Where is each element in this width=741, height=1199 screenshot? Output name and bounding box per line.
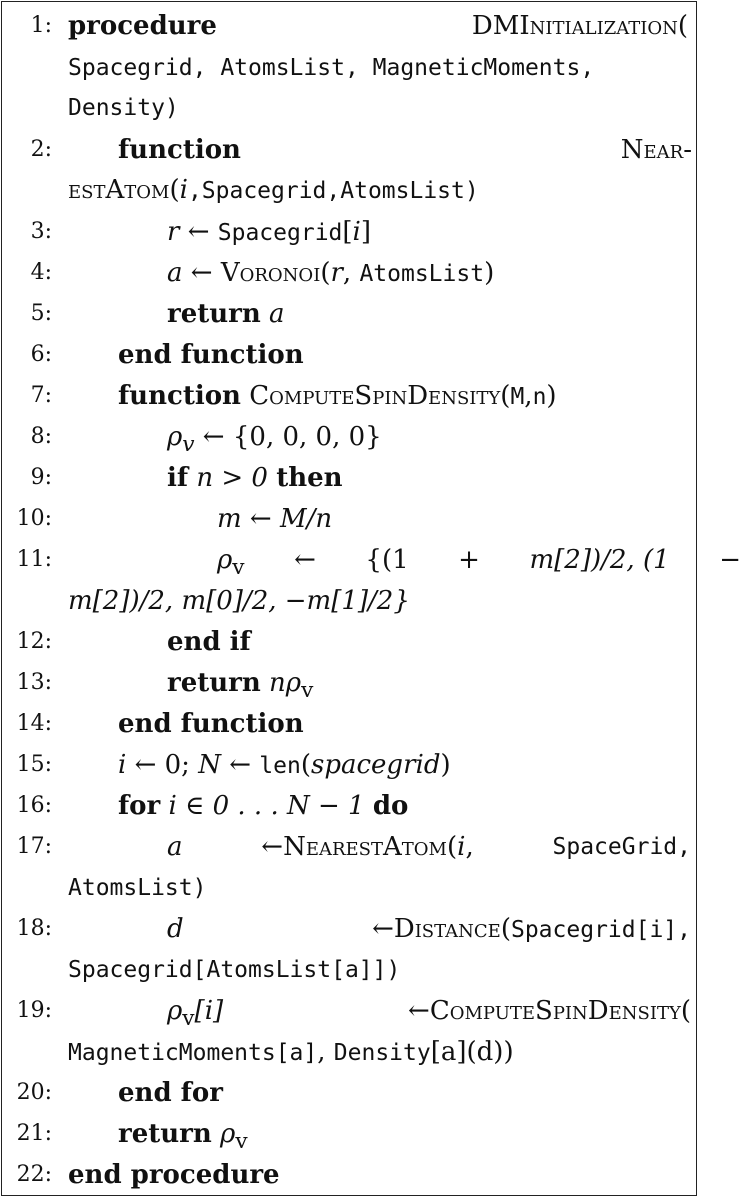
paren: )	[484, 258, 495, 288]
paren: )	[546, 381, 557, 411]
subscript: v	[235, 1129, 248, 1155]
algorithm-line-1-cont	[2, 48, 692, 88]
math-text: {(1	[365, 545, 409, 575]
code-text: SpaceGrid,	[552, 834, 691, 860]
code-text: Density)	[68, 95, 179, 121]
line-number: 18:	[16, 916, 52, 941]
algorithm-line-18	[2, 909, 692, 949]
line-number: 13:	[16, 670, 52, 695]
algorithm-line-2-cont	[2, 170, 692, 210]
algorithm-line-1	[2, 6, 692, 46]
paren: (	[320, 258, 331, 288]
line-number: 20:	[16, 1080, 52, 1105]
comma: ,	[342, 258, 360, 288]
line-number: 7:	[30, 383, 52, 408]
variable: a	[167, 258, 183, 288]
code-text: Density	[333, 1040, 431, 1066]
variable: a	[260, 299, 285, 329]
algorithm-line-11	[2, 540, 741, 581]
function-name: Voronoi	[220, 258, 321, 288]
algorithm-line-15	[2, 745, 692, 785]
algorithm-line-16	[2, 786, 692, 826]
code-text: n	[532, 384, 547, 410]
function-name: ←Distance	[372, 914, 501, 944]
math-text: m[2])/2, (1	[529, 545, 670, 575]
keyword: end function	[118, 340, 304, 370]
math-text: [i]	[194, 996, 224, 1026]
line-number: 12:	[16, 629, 52, 654]
line-number: 22:	[16, 1162, 52, 1187]
line-number: 14:	[16, 711, 52, 736]
algorithm-line-9	[2, 458, 692, 498]
keyword: procedure	[68, 11, 217, 41]
math-text: ← 0;	[126, 750, 199, 780]
keyword: return	[167, 299, 261, 329]
function-name: ←ComputeSpinDensity(	[408, 996, 691, 1026]
comma: ,	[317, 1037, 334, 1067]
keyword: then	[276, 463, 343, 493]
variable: nρ	[260, 668, 302, 698]
variable: a	[167, 832, 183, 862]
algorithm-line-19	[2, 991, 692, 1031]
algorithm-line-10	[2, 499, 692, 539]
math-text: i ∈ 0 . . . N − 1	[160, 791, 373, 821]
math-text: ← {0, 0, 0, 0}	[194, 422, 382, 452]
algorithm-line-17-cont	[2, 868, 692, 908]
variable: ρ	[167, 422, 183, 452]
assign-arrow: ←	[241, 504, 280, 534]
algorithm-line-11-cont	[2, 581, 692, 621]
code-text: Spacegrid[i],	[510, 917, 691, 943]
subscript: v	[301, 678, 314, 704]
function-name: estAtom	[68, 175, 170, 205]
variable: m	[217, 504, 242, 534]
math-text: n > 0	[188, 463, 277, 493]
algorithm-line-5	[2, 294, 692, 334]
variable: i	[179, 175, 188, 205]
code-text: ,Spacegrid,AtomsList)	[187, 178, 479, 204]
function-name: Near-	[620, 135, 692, 165]
keyword: do	[372, 791, 409, 821]
math-text: −	[719, 545, 741, 575]
paren: (	[446, 832, 458, 862]
variable: i	[352, 217, 361, 247]
algorithm-line-14	[2, 704, 692, 744]
math-text: [a](d))	[430, 1037, 514, 1067]
variable: r	[330, 258, 343, 288]
line-number: 17:	[16, 834, 52, 859]
keyword: end procedure	[68, 1160, 280, 1190]
comma: ,	[524, 381, 533, 411]
keyword: return	[167, 668, 261, 698]
paren: (	[500, 381, 511, 411]
algorithm-line-2	[2, 130, 692, 170]
code-text: Spacegrid[AtomsList[a]])	[68, 957, 401, 983]
math-text: m[2])/2, m[0]/2, −m[1]/2}	[68, 586, 410, 616]
algorithm-line-17	[2, 827, 692, 867]
math-text: M/n	[279, 504, 333, 534]
keyword: function	[118, 381, 241, 411]
paren: (	[169, 175, 180, 205]
variable: ρ	[211, 1119, 236, 1149]
paren: (	[300, 750, 311, 780]
line-number: 1:	[30, 13, 52, 38]
keyword: if	[167, 463, 189, 493]
line-number: 11:	[16, 547, 52, 572]
bracket: [	[342, 217, 353, 247]
code-text: Spacegrid	[217, 220, 343, 246]
paren: )	[440, 750, 451, 780]
line-number: 16:	[16, 793, 52, 818]
variable: N	[198, 750, 221, 780]
algorithm-box	[1, 1, 741, 1196]
algorithm-line-6	[2, 335, 692, 375]
algorithm-line-22	[2, 1155, 692, 1195]
variable: ρ	[167, 996, 183, 1026]
algorithm-line-21	[2, 1114, 692, 1154]
subscript: v	[182, 432, 195, 458]
line-number: 15:	[16, 752, 52, 777]
function-name: ←NearestAtom	[261, 832, 447, 862]
keyword: function	[118, 135, 241, 165]
subscript: v	[182, 1006, 195, 1032]
assign-arrow: ←	[220, 750, 260, 780]
algorithm-line-4	[2, 253, 692, 293]
subscript: v	[232, 555, 245, 581]
paren: (	[500, 914, 511, 944]
algorithm-line-1-cont2	[2, 88, 692, 128]
comma: ,	[465, 832, 474, 862]
algorithm-line-13	[2, 663, 692, 703]
math-text: +	[458, 545, 480, 575]
code-text: Spacegrid, AtomsList, MagneticMoments,	[68, 55, 595, 81]
line-number: 4:	[30, 260, 52, 285]
keyword: end function	[118, 709, 304, 739]
variable: ρ	[217, 545, 233, 575]
assign-arrow: ←	[182, 258, 221, 288]
variable: spacegrid	[311, 750, 441, 780]
variable: d	[167, 914, 184, 944]
algorithm-line-12	[2, 622, 692, 662]
line-number: 19:	[16, 998, 52, 1023]
line-number: 5:	[30, 301, 52, 326]
function-name: ComputeSpinDensity	[240, 381, 501, 411]
keyword: for	[118, 791, 161, 821]
line-number: 10:	[16, 506, 52, 531]
keyword: return	[118, 1119, 212, 1149]
algorithm-line-3	[2, 212, 692, 252]
procedure-name: DMInitialization(	[471, 11, 688, 41]
assign-arrow: ←	[294, 545, 316, 575]
variable: r	[167, 217, 180, 247]
algorithm-line-18-cont	[2, 950, 692, 990]
code-text: MagneticMoments[a]	[68, 1040, 318, 1066]
bracket: ]	[360, 217, 372, 247]
line-number: 9:	[30, 465, 52, 490]
code-text: AtomsList)	[68, 875, 207, 901]
line-number: 6:	[30, 342, 52, 367]
code-text: M	[510, 384, 525, 410]
assign-arrow: ←	[179, 217, 218, 247]
algorithm-line-8	[2, 417, 692, 457]
variable: i	[457, 832, 466, 862]
algorithm-line-20	[2, 1073, 692, 1113]
code-text: AtomsList	[359, 261, 485, 287]
line-number: 2:	[30, 137, 52, 162]
code-text: len	[259, 753, 301, 779]
line-number: 3:	[30, 219, 52, 244]
line-number: 21:	[16, 1121, 52, 1146]
algorithm-line-7	[2, 376, 692, 416]
line-number: 8:	[30, 424, 52, 449]
keyword: end for	[118, 1078, 223, 1108]
keyword: end if	[167, 627, 251, 657]
algorithm-line-19-cont	[2, 1032, 692, 1072]
variable: i	[118, 750, 127, 780]
